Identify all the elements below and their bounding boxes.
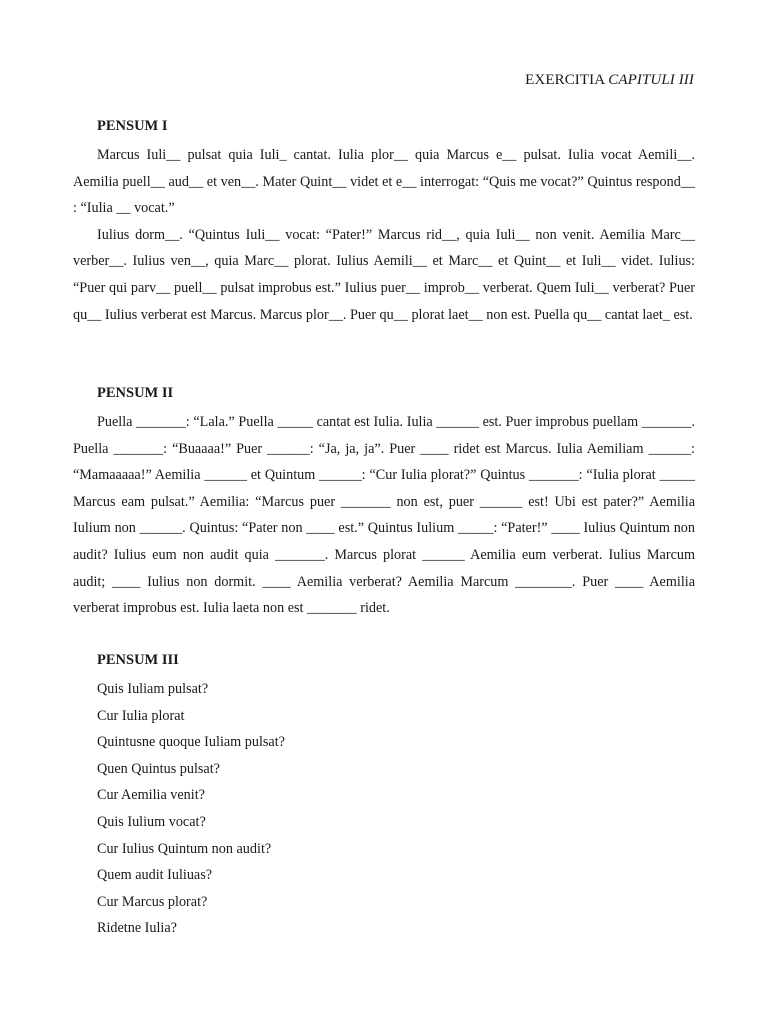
pensum-1-paragraph-2: Iulius dorm__. “Quintus Iuli__ vocat: “Pater!” Marcus rid__, quia Iuli__ non venit. Aemilia Marc__ verber__. Iulius ven__, quia Marc__ plorat. Iulius Aemili__ et Marc__ et Quint__ et Iuli__ videt. Iulius: “Puer qui parv__ puell__ pulsat improbus est.” Iulius puer__ improb__ verberat. Quem Iuli__ verberat? Puer qu__ Iulius verberat est Marcus. Marcus plor__. Puer qu__ plorat laet__ non est. Puella qu__ cantat laet_ est. xyxy=(73,226,695,323)
question-list xyxy=(73,676,695,942)
question-item: Quem audit Iuliuas? xyxy=(97,867,213,884)
pensum-1-paragraph-1: Marcus Iuli__ pulsat quia Iuli_ cantat. Iulia plor__ quia Marcus e__ pulsat. Iulia vocat Aemili__. Aemilia puell__ aud__ et ven__. Mater Quint__ videt et e__ interrogat: “Quis me vocat?” Quintus respond__ : “Iulia __ vocat.” xyxy=(73,147,695,217)
pensum-3-section xyxy=(73,650,695,942)
question-item: Ridetne Iulia? xyxy=(97,920,177,937)
question-item: Cur Aemilia venit? xyxy=(97,787,205,804)
pensum-2-section xyxy=(73,383,695,622)
pensum-1-section xyxy=(73,116,695,328)
pensum-2-heading: PENSUM II xyxy=(97,385,174,401)
question-item: Quis Iuliam pulsat? xyxy=(97,681,209,697)
question-item: Cur Iulia plorat xyxy=(97,707,185,724)
question-item: Cur Marcus plorat? xyxy=(97,893,208,910)
question-item: Quen Quintus pulsat? xyxy=(97,760,220,777)
title-italic: CAPITULI III xyxy=(608,72,694,88)
question-item: Quis Iulium vocat? xyxy=(97,813,206,830)
pensum-2-paragraph: Puella _______: “Lala.” Puella _____ cantat est Iulia. Iulia ______ est. Puer improbus puellam _______. Puella _______: “Buaaaa!” Puer ______: “Ja, ja, ja”. Puer ____ ridet est Marcus. Iulia Aemiliam ______: “Mamaaaaa!” Aemilia ______ et Quintum ______: “Cur Iulia plorat?” Quintus _______: “Iulia plorat _____ Marcus eam pulsat.” Aemilia: “Marcus puer _______ non est, puer ______ est! Ubi est pater?” Aemilia Iulium non ______. Quintus: “Pater non ____ est.” Quintus Iulium _____: “Pater!” ____ Iulius Quintum non audit? Iulius eum non audit quia _______. Marcus plorat ______ Aemilia eum verberat. Iulius Marcum audit; ____ Iulius non dormit. ____ Aemilia verberat? Aemilia Marcum ________. Puer ____ Aemilia verberat improbus est. Iulia laeta non est _______ ridet. xyxy=(73,414,695,617)
title-prefix: EXERCITIA xyxy=(525,72,609,88)
pensum-1-heading: PENSUM I xyxy=(97,118,168,134)
question-item: Quintusne quoque Iuliam pulsat? xyxy=(97,734,285,751)
document-title xyxy=(0,72,694,89)
pensum-3-heading: PENSUM III xyxy=(97,652,179,668)
question-item: Cur Iulius Quintum non audit? xyxy=(97,840,272,857)
